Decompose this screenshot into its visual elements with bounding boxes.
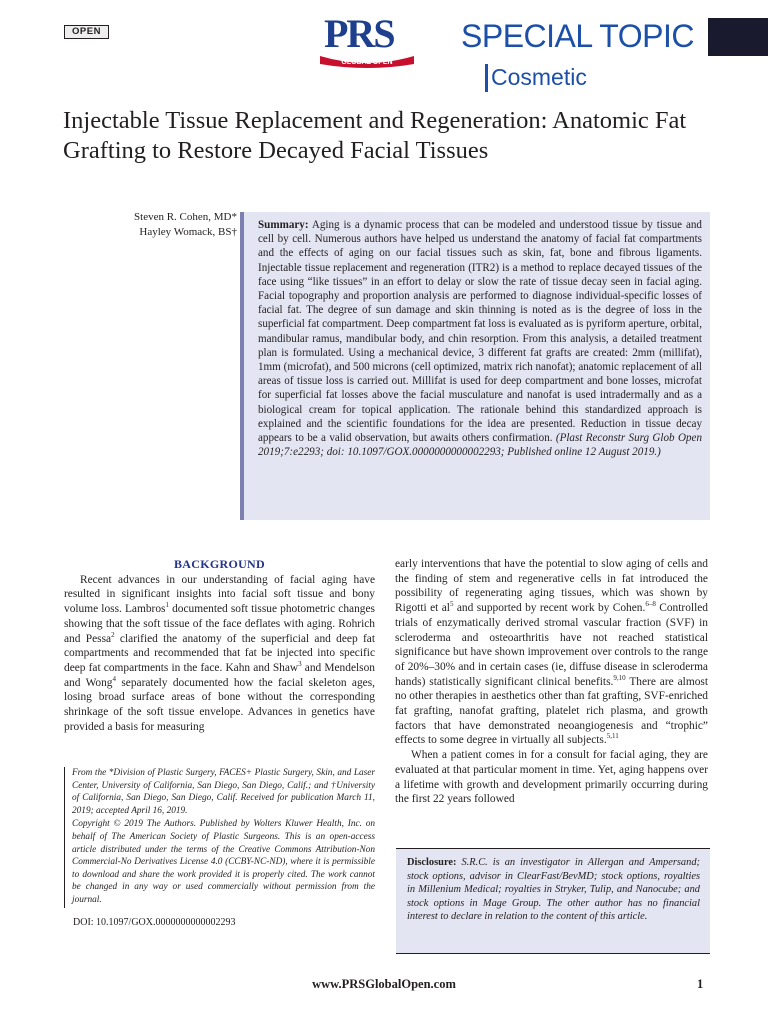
affiliation-footnote — [64, 767, 375, 908]
body-paragraph: early interventions that have the potential to slow aging of cells and the finding of stem and regenerative cells in fat introduced the possibility of regenerating aging tissues, which was shown by Rigotti et $al^5$ and supported by recent work by Cohen.$^{6-8}$ Controlled trials of enzymatically derived stromal vascular fraction (SVF) in scleroderma and osteoarthritis have not reached statistical significance but have shown improvement over controls to the range of 20%–30% and in certain cases (ie, diffuse disease in scleroderma hands) statistically significant clinical benefits.$^{9,10}$ There are almost no other therapies in aesthetics other than fat grafting, SVF-enriched fat grafting, nanofat grafting, platelet rich plasma, and growth factors that have demonstrated neoangiogenesis and “trophic” effects to some degree in virtually all subjects.$^{5,11}$ — [395, 558, 708, 747]
disclosure-box — [396, 848, 710, 954]
body-column-left — [64, 557, 375, 734]
disclosure-text: S.R.C. is an investigator in Allergan and Ampersand; stock options, advisor in ClearFast/BevMD; stock options, royalties in Millenium Medical; royalties in Stryker, Tulip, and Nanocube; and stock options in Mage Group. The other author has no financial interest to declare in relation to the content of this article. — [407, 857, 700, 923]
prs-global-open-logo — [318, 11, 418, 72]
open-access-badge: OPEN — [64, 25, 109, 39]
journal-url-link[interactable]: www.PRSGlobalOpen.com — [312, 977, 456, 991]
doi-link[interactable]: DOI: 10.1097/GOX.0000000000002293 — [73, 917, 236, 928]
reference-marker[interactable]: 9,10 — [613, 673, 626, 682]
disclosure-label: Disclosure: — [407, 857, 457, 868]
received-text: Received for publication March 11, 2019; accepted April 16, 2019. — [72, 793, 375, 816]
author-list — [100, 210, 237, 240]
logo-subtitle: GLOBAL OPEN — [341, 59, 393, 66]
category-accent-line — [485, 64, 488, 92]
logo-wordmark: PRS — [324, 11, 394, 56]
copyright-text: Copyright © 2019 The Authors. Published by Wolters Kluwer Health, Inc. on behalf of The American Society of Plastic Surgeons. This is an open-access article distributed under the terms of the Creative Commons Attribution-Non Commercial-No Derivatives License 4.0 (CCBY-NC-ND), where it is permissible to download and share the work provided it is properly cited. The work cannot be changed in any way or used commercially without permission from the journal. — [72, 819, 375, 905]
reference-marker[interactable]: 3 — [298, 660, 302, 669]
body-paragraph: When a patient comes in for a consult for facial aging, they are evaluated at that particular moment in time. Yet, aging happens over a lifetime with growth and development primarily occurring during the first 22 years followed — [395, 749, 708, 806]
abstract-box — [240, 212, 710, 520]
body-paragraph: Recent advances in our understanding of facial aging have resulted in significant insights into facial soft tissue and bony volume loss. Lambros$^1$ documented soft tissue photometric changes showing that the soft tissue of the face deflates with aging. Rohrich and Pessa$^2$ clarified the anatomy of the superficial and deep fat compartments and recommended that fat be injected into specific deep fat compartments in the face. Kahn and Shaw$^3$ and Mendelson and Wong$^4$ separately documented how the facial skeleton ages, losing broad surface areas of bone without the corresponding shrinkage of the soft tissue envelope. Advances in genetics have provided a basis for measuring — [64, 573, 376, 733]
abstract-label: Summary: — [258, 219, 309, 231]
body-column-right — [395, 557, 708, 807]
abstract-text: Aging is a dynamic process that can be modeled and understood tissue by tissue and cell by cell. Numerous authors have helped us understand the anatomy of facial fat compartments and the effects of aging on our facial tissues such as skin, fat, bone and fibrous ligaments. Injectable tissue replacement and regeneration (ITR2) is a method to replace decayed tissues of the face using “like tissues” in an effort to delay or slow the rate of tissue decay seen in facial aging. Facial topography and proportion analysis are performed to diagnose individual-specific losses of facial fat. The degree of sun damage and skin thinning is noted as is the degree of loss in the superficial fat compartment. Deep compartment fat loss is evaluated as is pyriform aperture, orbital, mandibular ramus, mandibular body, and chin resorption. From this analysis, a detailed treatment plan is formulated. Using a mechanical device, 3 different fat grafts are created: 2mm (millifat), 1mm (microfat), and 500 microns (cell optimized, matrix rich nanofat); anatomic replacement of all areas of tissue loss is carried out. Millifat is used for deep compartment and bone losses, microfat for superficial fat losses above the facial musculature and nanofat is used intradermally and as a biological cream for topical application. The rationale behind this standardized approach is explained and the scientific foundations for the idea are presented. Reduction in tissue decay appears to be a valid observation, but awaits others confirmation. — [258, 219, 702, 445]
special-topic-label: SPECIAL TOPIC — [461, 18, 694, 54]
category-label: Cosmetic — [491, 64, 587, 90]
reference-marker[interactable]: 5 — [449, 600, 454, 609]
article-title: Injectable Tissue Replacement and Regeneration: Anatomic Fat Grafting to Restore Decayed Facial Tissues — [63, 107, 687, 164]
reference-marker[interactable]: 2 — [111, 630, 115, 639]
affiliation-text: From the *Division of Plastic Surgery, FACES+ Plastic Surgery, Skin, and Laser Center, University of California, San Diego, San Diego, Calif.; and †University of California, San Diego, San Diego, Calif. — [72, 768, 375, 804]
logo-banner — [318, 54, 416, 68]
reference-marker[interactable]: 6–8 — [645, 600, 656, 609]
author-name: Steven R. Cohen, MD* — [134, 211, 237, 223]
author-name: Hayley Womack, BS† — [139, 226, 237, 238]
section-heading: BACKGROUND — [173, 557, 265, 571]
reference-marker[interactable]: 1 — [165, 601, 169, 610]
abstract-citation: (Plast Reconstr Surg Glob Open 2019;7:e2293; doi: 10.1097/GOX.0000000000002293; Published online 12 August 2019.) — [258, 432, 702, 459]
page-number: 1 — [697, 977, 704, 991]
reference-marker[interactable]: 4 — [112, 674, 116, 683]
header-accent-bar — [708, 18, 768, 56]
reference-marker[interactable]: 5,11 — [606, 732, 619, 741]
